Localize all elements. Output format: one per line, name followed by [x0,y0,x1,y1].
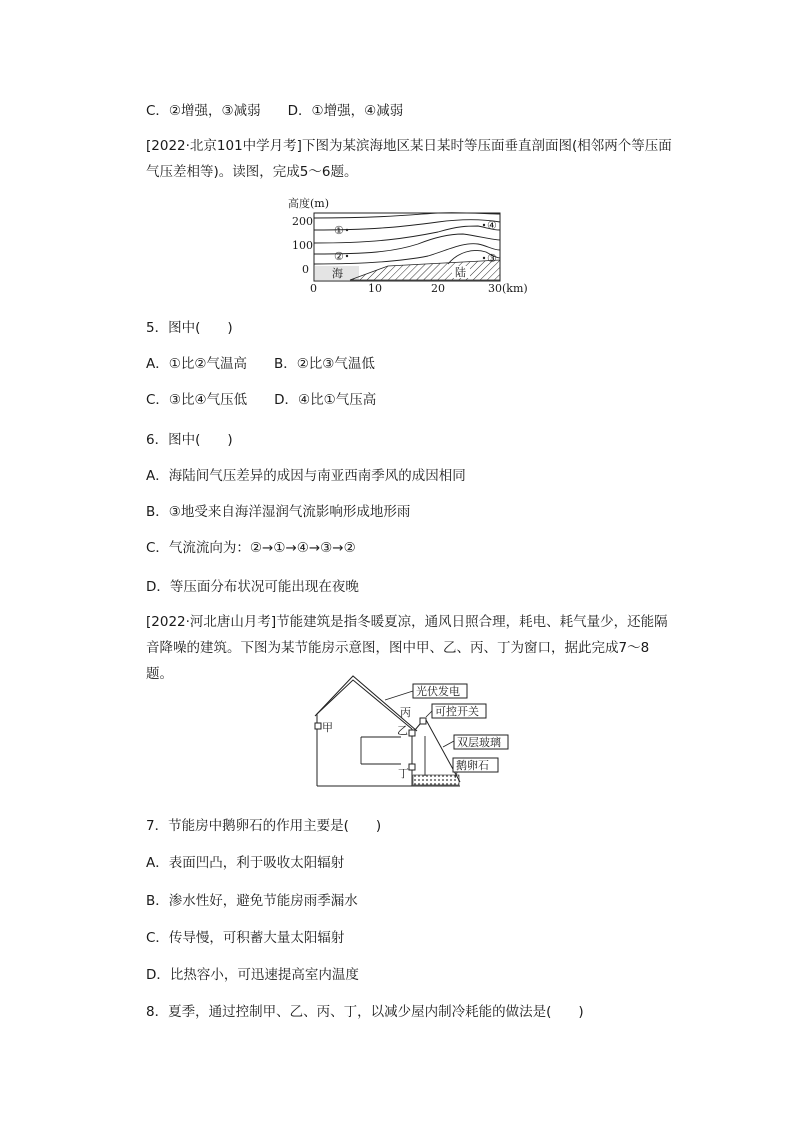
y-axis-label: 高度(m) [288,197,330,210]
x-tick-10: 10 [368,282,382,294]
q6-option-b: B．③地受来自海洋湿润气流影响形成地形雨 [146,504,411,520]
point-1: ① [334,224,344,237]
window-jia-label: 甲 [322,721,333,734]
isobar-profile-figure [288,196,538,294]
point-4-dot [483,224,485,226]
window-ding [409,764,415,770]
window-jia [315,723,321,729]
q5-option-cd: C．③比④气压低 D．④比①气压高 [146,392,377,408]
q4-options-line: C．②增强，③减弱 D．①增强，④减弱 [146,103,404,119]
x-tick-20: 20 [431,282,445,294]
q5-option-ab: A．①比②气温高 B．②比③气温低 [146,356,375,372]
pebble-label: 鹅卵石 [456,759,489,772]
land-label: 陆 [455,266,466,279]
switch-label: 可控开关 [435,705,479,718]
glass-label: 双层玻璃 [457,736,501,749]
point-4: ④ [487,219,497,232]
pv-label: 光伏发电 [416,685,460,698]
q7-option-c: C．传导慢，可积蓄大量太阳辐射 [146,930,345,946]
q6-option-a: A．海陆间气压差异的成因与南亚西南季风的成因相同 [146,468,466,484]
x-tick-0: 0 [310,282,317,294]
intro-questions-7-8: [2022·河北唐山月考]节能建筑是指冬暖夏凉，通风日照合理，耗电、耗气量少，还能隔音降噪的建筑。下图为某节能房示意图，图中甲、乙、丙、丁为窗口，据此完成7～8题。 [146,614,668,682]
point-1-dot [346,229,348,231]
point-3-dot [483,257,485,259]
q6-option-d: D．等压面分布状况可能出现在夜晚 [146,579,359,595]
y-tick-200: 200 [292,215,313,228]
q5-stem: 5．图中( ) [146,320,233,336]
y-tick-0: 0 [302,263,309,276]
energy-saving-house-figure [305,674,525,790]
window-bing-label: 丙 [400,706,411,719]
window-yi-label: 乙 [397,724,408,737]
pebble-layer [413,775,459,785]
q6-stem: 6．图中( ) [146,432,233,448]
intro-questions-5-6: [2022·北京101中学月考]下图为某滨海地区某日某时等压面垂直剖面图(相邻两个等压面气压差相等)。读图，完成5～6题。 [146,138,672,180]
window-yi [409,730,415,736]
sea-label: 海 [332,267,343,280]
point-3: ③ [487,252,497,265]
window-bing [420,718,426,724]
x-tick-30: 30(km) [488,282,528,294]
y-tick-100: 100 [292,239,313,252]
q7-option-d: D．比热容小，可迅速提高室内温度 [146,967,359,983]
q7-option-b: B．渗水性好，避免节能房雨季漏水 [146,893,358,909]
q7-option-a: A．表面凹凸，利于吸收太阳辐射 [146,855,345,871]
point-2: ② [334,250,344,263]
q8-stem: 8．夏季，通过控制甲、乙、丙、丁，以减少屋内制冷耗能的做法是( ) [146,1004,584,1020]
q6-option-c: C．气流流向为：②→①→④→③→② [146,540,356,556]
point-2-dot [346,255,348,257]
q7-stem: 7．节能房中鹅卵石的作用主要是( ) [146,818,382,834]
window-ding-label: 丁 [398,767,409,780]
